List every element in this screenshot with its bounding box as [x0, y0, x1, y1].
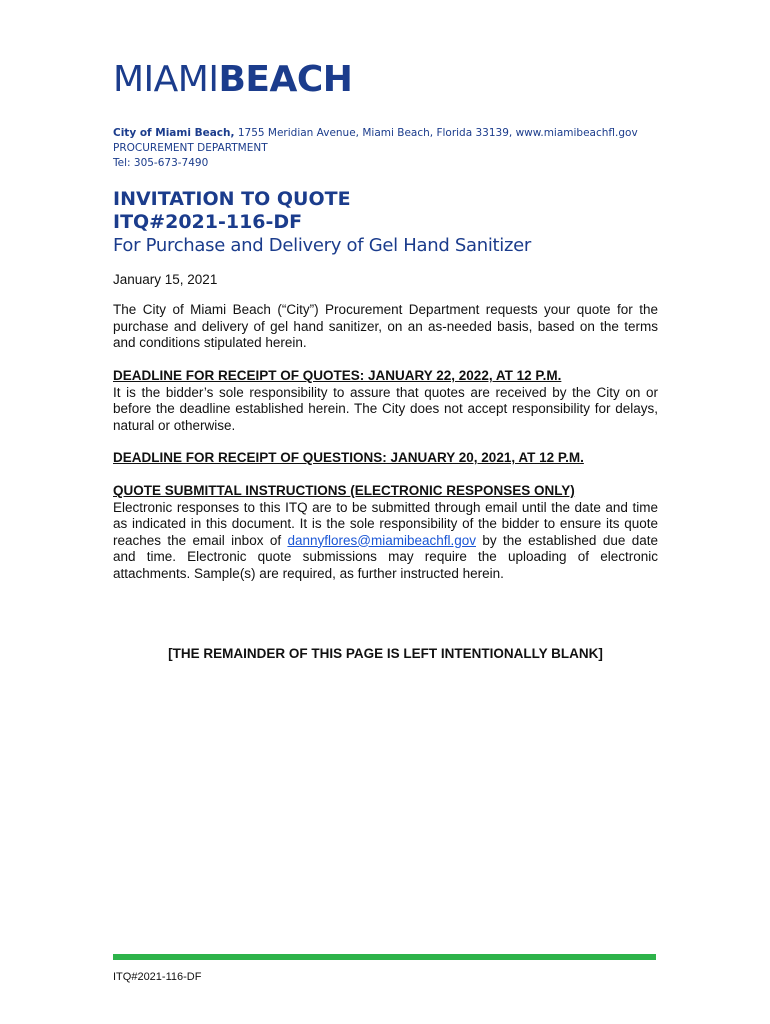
- deadline-quotes-text: It is the bidder’s sole responsibility to assure that quotes are received by the City on or before the deadline established herein. The City does not accept responsibility for delays, natural or otherwise.: [113, 384, 658, 433]
- blank-page-notice: [THE REMAINDER OF THIS PAGE IS LEFT INTENTIONALLY BLANK]: [168, 646, 603, 661]
- footer-divider: [113, 954, 656, 960]
- footer-reference: ITQ#2021-116-DF: [113, 971, 202, 983]
- submittal-email-link[interactable]: dannyflores@miamibeachfl.gov: [287, 532, 476, 548]
- city-name: City of Miami Beach,: [113, 127, 235, 139]
- title-line-2: ITQ#2021-116-DF: [113, 211, 303, 233]
- logo-miami: MIAMI: [113, 59, 219, 100]
- document-date: January 15, 2021: [113, 272, 218, 287]
- document-subtitle: For Purchase and Delivery of Gel Hand Sanitizer: [113, 235, 532, 256]
- submittal-text-after: by the established due date and time. Electronic quote submissions may require the uploading of electronic attachments. Sample(s) are required, as further instructed herein.: [113, 532, 658, 581]
- letterhead-address: [113, 126, 638, 171]
- submittal-section: [113, 483, 658, 582]
- logo-beach: BEACH: [218, 59, 353, 100]
- title-line-1: INVITATION TO QUOTE: [113, 188, 351, 210]
- submittal-text: [113, 500, 658, 583]
- submittal-heading: QUOTE SUBMITTAL INSTRUCTIONS (ELECTRONIC RESPONSES ONLY): [113, 483, 575, 498]
- address-line: [113, 126, 638, 141]
- department-line: PROCUREMENT DEPARTMENT: [113, 142, 268, 154]
- deadline-questions-section: [113, 450, 658, 467]
- intro-paragraph: The City of Miami Beach (“City”) Procurement Department requests your quote for the purchase and delivery of gel hand sanitizer, on an as-needed basis, based on the terms and conditions stipulated herein.: [113, 302, 658, 350]
- street-address: 1755 Meridian Avenue, Miami Beach, Florida 33139, www.miamibeachfl.gov: [234, 127, 638, 139]
- deadline-quotes-section: [113, 368, 658, 434]
- submittal-text-before: Electronic responses to this ITQ are to be submitted through email until the date and time as indicated in this document. It is the sole responsibility of the bidder to ensure its quote reaches the email inbox of: [113, 499, 658, 548]
- phone-line: Tel: 305-673-7490: [113, 157, 209, 169]
- document-title: [113, 188, 351, 234]
- deadline-questions-heading: DEADLINE FOR RECEIPT OF QUESTIONS: JANUARY 20, 2021, AT 12 P.M.: [113, 450, 584, 465]
- miami-beach-logo: [113, 58, 352, 102]
- deadline-quotes-heading: DEADLINE FOR RECEIPT OF QUOTES: JANUARY 22, 2022, AT 12 P.M.: [113, 368, 562, 383]
